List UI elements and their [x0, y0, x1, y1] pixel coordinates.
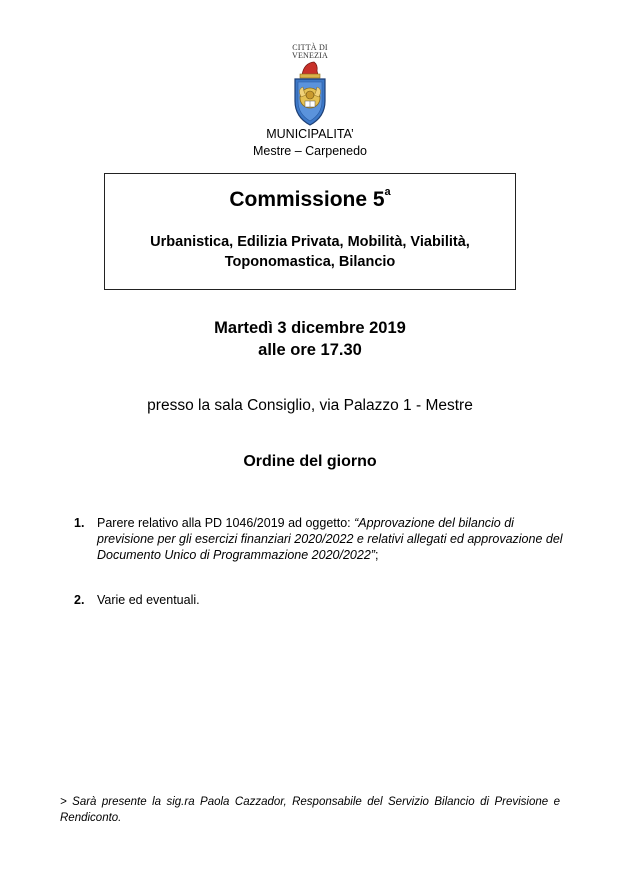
agenda-item-text: Varie ed eventuali.	[97, 593, 200, 607]
meeting-time: alle ore 17.30	[258, 341, 362, 359]
meeting-datetime	[0, 317, 620, 361]
meeting-location: presso la sala Consiglio, via Palazzo 1 - Mestre	[147, 397, 473, 414]
commission-title	[105, 187, 515, 213]
district-name: Mestre – Carpenedo	[253, 144, 367, 158]
agenda-list	[74, 515, 564, 608]
agenda-item-end: ;	[374, 548, 379, 562]
meeting-date: Martedì 3 dicembre 2019	[214, 319, 406, 337]
commission-title-text: Commissione 5	[229, 188, 385, 211]
agenda-item-number: 1.	[74, 516, 85, 530]
commission-title-box	[104, 173, 516, 290]
agenda-item-number: 2.	[74, 593, 85, 607]
commission-superscript: a	[384, 186, 391, 198]
subject-line-1: Urbanistica, Edilizia Privata, Mobilità, Viabilità,	[150, 234, 470, 250]
emblem-caption	[288, 44, 332, 60]
commission-subject	[105, 232, 515, 272]
municipality-name: MUNICIPALITA’	[266, 127, 354, 141]
emblem-line-2: VENEZIA	[291, 51, 329, 60]
city-emblem	[288, 44, 332, 127]
footer-note: > Sarà presente la sig.ra Paola Cazzador, Responsabile del Servizio Bilancio di Previsione e Rendiconto.	[60, 796, 560, 824]
agenda-item-2	[74, 592, 564, 608]
subject-line-2: Toponomastica, Bilancio	[224, 254, 396, 270]
municipality-header	[0, 126, 620, 160]
agenda-item-intro: Parere relativo alla PD 1046/2019 ad oggetto:	[97, 516, 355, 530]
agenda-item-1	[74, 515, 564, 563]
agenda-item-quote: “Approvazione del bilancio di previsione per gli esercizi finanziari 2020/2022 e relativi allegati ed approvazione del Documento Unico di Programmazione 2020/2022”	[97, 516, 563, 562]
emblem-line-1: CITTÀ DI	[292, 43, 328, 52]
venice-coat-of-arms-icon	[290, 61, 330, 127]
agenda-heading: Ordine del giorno	[243, 453, 377, 470]
